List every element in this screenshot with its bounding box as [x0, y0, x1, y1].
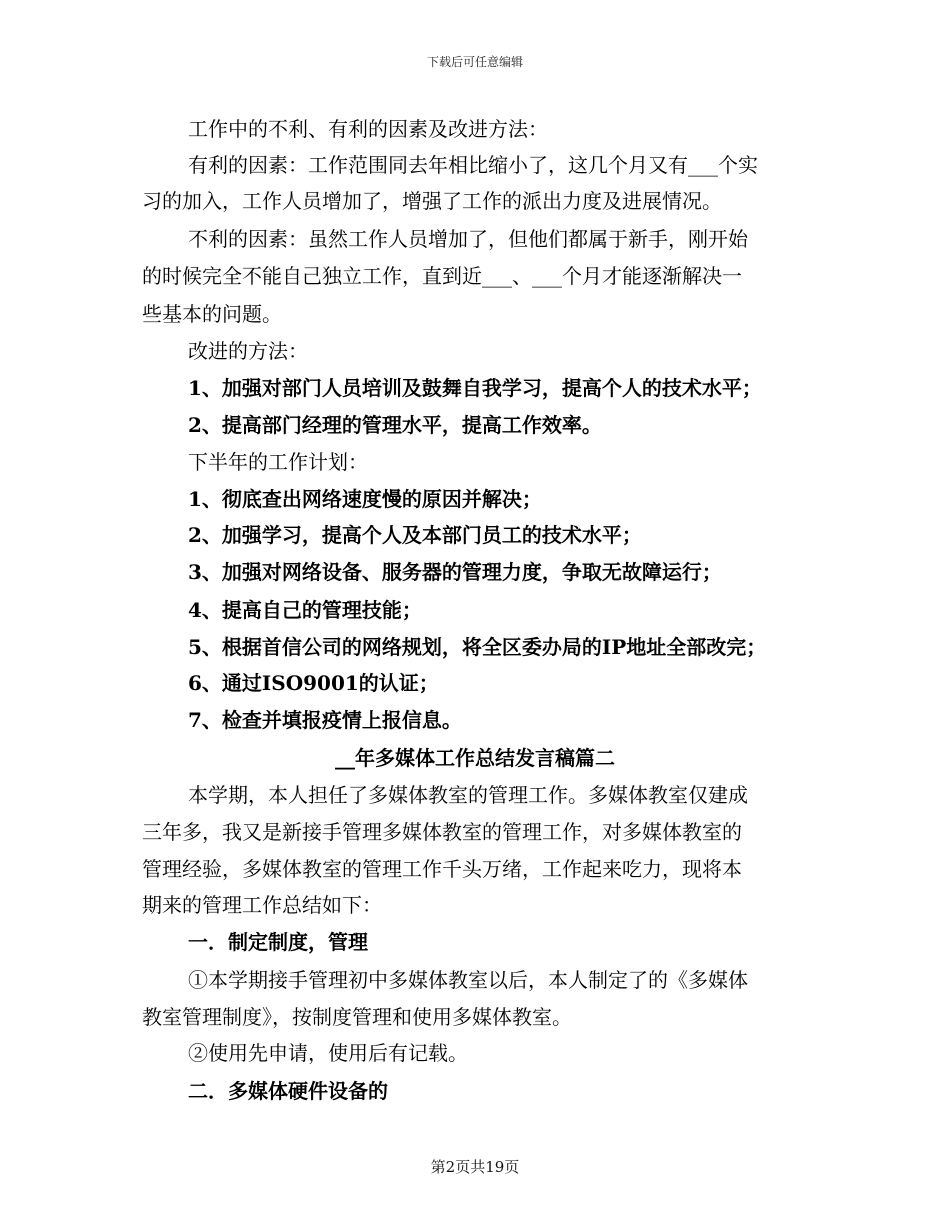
text-line: 三年多，我又是新接手管理多媒体教室的管理工作，对多媒体教室的 [142, 820, 742, 844]
text-line: ①本学期接手管理初中多媒体教室以后，本人制定了的《多媒体 [188, 968, 748, 992]
text-line: 下半年的工作计划： [188, 450, 368, 474]
page-header: 下载后可任意编辑 [426, 55, 523, 69]
text-line: ②使用先申请，使用后有记载。 [188, 1041, 468, 1065]
list-item: 4、提高自己的管理技能； [188, 598, 422, 622]
list-item: 6、通过ISO9001的认证； [188, 671, 439, 695]
page-footer: 第2页共19页 [430, 1158, 520, 1176]
text-line: 习的加入，工作人员增加了，增强了工作的派出力度及进展情况。 [142, 189, 722, 213]
subsection-heading: 二．多媒体硬件设备的 [188, 1079, 388, 1103]
section-title: __年多媒体工作总结发言稿篇二 [335, 746, 615, 770]
list-item: 1、彻底查出网络速度慢的原因并解决； [188, 487, 542, 511]
list-item: 2、提高部门经理的管理水平，提高工作效率。 [188, 413, 602, 437]
text-line: 管理经验，多媒体教室的管理工作千头万绪，工作起来吃力，现将本 [142, 857, 742, 881]
text-line: 教室管理制度》，按制度管理和使用多媒体教室。 [142, 1005, 572, 1029]
text-line: 期来的管理工作总结如下： [142, 893, 382, 917]
text-line: 不利的因素：虽然工作人员增加了，但他们都属于新手，刚开始 [188, 227, 748, 251]
list-item: 3、加强对网络设备、服务器的管理力度，争取无故障运行； [188, 560, 722, 584]
text-line: 本学期，本人担任了多媒体教室的管理工作。多媒体教室仅建成 [188, 783, 748, 807]
list-item: 5、根据首信公司的网络规划，将全区委办局的IP地址全部改完； [188, 635, 767, 659]
subsection-heading: 一．制定制度，管理 [188, 930, 368, 954]
list-item: 1、加强对部门人员培训及鼓舞自我学习，提高个人的技术水平； [188, 376, 762, 400]
list-item: 2、加强学习，提高个人及本部门员工的技术水平； [188, 523, 642, 547]
text-line: 些基本的问题。 [142, 302, 282, 326]
list-item: 7、检查并填报疫情上报信息。 [188, 708, 462, 732]
text-line: 的时候完全不能自己独立工作，直到近___、___个月才能逐渐解决一 [142, 264, 742, 288]
text-line: 工作中的不利、有利的因素及改进方法： [188, 117, 548, 141]
text-line: 有利的因素：工作范围同去年相比缩小了，这几个月又有___个实 [188, 153, 758, 177]
text-line: 改进的方法： [188, 339, 308, 363]
